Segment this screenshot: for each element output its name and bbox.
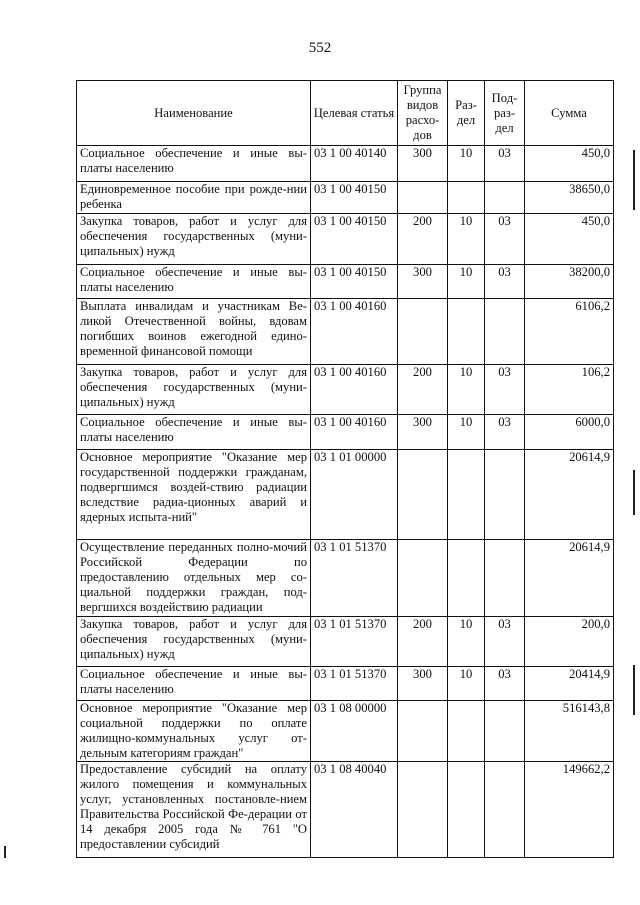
row-subsection: 03 — [485, 265, 525, 299]
row-name: Осуществление переданных полно-мочий Российской Федерации по предоставлению отдельных мер со-циальной поддержки граждан, под-вергшихся воздействию радиации — [77, 540, 311, 617]
header-expense-group: Группа видов расхо- дов — [398, 81, 448, 146]
header-subsection: Под- раз- дел — [485, 81, 525, 146]
table-row — [77, 762, 614, 858]
row-subsection: 03 — [485, 667, 525, 701]
table-row — [77, 450, 614, 540]
page-number: 552 — [308, 40, 332, 56]
row-expense-group: 200 — [398, 617, 448, 667]
table-header-row — [77, 81, 614, 146]
row-target-article: 03 1 00 40160 — [311, 299, 398, 365]
row-subsection: 03 — [485, 365, 525, 415]
row-name: Социальное обеспечение и иные вы-платы населению — [77, 265, 311, 299]
row-name: Основное мероприятие "Оказание мер социальной поддержки по оплате жилищно-коммунальных услуг от-дельным категориям граждан" — [77, 701, 311, 762]
row-target-article: 03 1 08 40040 — [311, 762, 398, 858]
table-row — [77, 146, 614, 182]
row-subsection: 03 — [485, 214, 525, 265]
table-row — [77, 415, 614, 450]
row-expense-group: 300 — [398, 415, 448, 450]
table-row — [77, 701, 614, 762]
row-expense-group — [398, 762, 448, 858]
row-amount: 6000,0 — [525, 415, 614, 450]
row-section: 10 — [448, 365, 485, 415]
row-subsection: 03 — [485, 146, 525, 182]
row-section — [448, 762, 485, 858]
row-expense-group — [398, 701, 448, 762]
table-row — [77, 299, 614, 365]
row-amount: 20414,9 — [525, 667, 614, 701]
row-amount: 450,0 — [525, 214, 614, 265]
row-section — [448, 182, 485, 214]
table-row — [77, 365, 614, 415]
row-target-article: 03 1 00 40150 — [311, 214, 398, 265]
row-expense-group — [398, 182, 448, 214]
row-section: 10 — [448, 667, 485, 701]
row-name: Закупка товаров, работ и услуг для обеспечения государственных (муни-ципальных) нужд — [77, 617, 311, 667]
row-target-article: 03 1 01 00000 — [311, 450, 398, 540]
row-expense-group — [398, 540, 448, 617]
row-target-article: 03 1 08 00000 — [311, 701, 398, 762]
row-name: Социальное обеспечение и иные вы-платы населению — [77, 415, 311, 450]
row-target-article: 03 1 00 40160 — [311, 365, 398, 415]
header-amount: Сумма — [525, 81, 614, 146]
row-target-article: 03 1 01 51370 — [311, 617, 398, 667]
row-section: 10 — [448, 617, 485, 667]
row-target-article: 03 1 00 40150 — [311, 182, 398, 214]
row-expense-group — [398, 299, 448, 365]
row-expense-group: 300 — [398, 667, 448, 701]
row-name: Социальное обеспечение и иные вы-платы населению — [77, 146, 311, 182]
row-amount: 20614,9 — [525, 450, 614, 540]
row-name: Выплата инвалидам и участникам Ве-ликой Отечественной войны, вдовам погибших воинов ежегодной едино-временной финансовой помощи — [77, 299, 311, 365]
row-amount: 200,0 — [525, 617, 614, 667]
scan-artifact-left-bottom — [4, 846, 6, 858]
row-expense-group: 300 — [398, 265, 448, 299]
table-row — [77, 265, 614, 299]
scan-artifact-right-lower — [633, 665, 635, 715]
row-section: 10 — [448, 415, 485, 450]
row-section: 10 — [448, 214, 485, 265]
row-section — [448, 701, 485, 762]
header-name: Наименование — [77, 81, 311, 146]
row-subsection — [485, 182, 525, 214]
row-target-article: 03 1 00 40150 — [311, 265, 398, 299]
row-name: Закупка товаров, работ и услуг для обеспечения государственных (муни-ципальных) нужд — [77, 365, 311, 415]
row-subsection — [485, 540, 525, 617]
table-body — [77, 146, 614, 858]
row-section: 10 — [448, 265, 485, 299]
row-name: Основное мероприятие "Оказание мер государственной поддержки гражданам, подвергшимся воздей-ствию радиации вследствие радиа-ционных аварий и ядерных испыта-ний" — [77, 450, 311, 540]
row-amount: 38650,0 — [525, 182, 614, 214]
row-section — [448, 299, 485, 365]
row-expense-group — [398, 450, 448, 540]
row-expense-group: 200 — [398, 214, 448, 265]
row-subsection: 03 — [485, 415, 525, 450]
row-amount: 149662,2 — [525, 762, 614, 858]
row-target-article: 03 1 00 40140 — [311, 146, 398, 182]
scan-artifact-right-middle — [633, 470, 635, 515]
table-row — [77, 667, 614, 701]
row-target-article: 03 1 01 51370 — [311, 540, 398, 617]
row-subsection — [485, 299, 525, 365]
table-row — [77, 540, 614, 617]
row-subsection — [485, 450, 525, 540]
row-section — [448, 450, 485, 540]
row-expense-group: 200 — [398, 365, 448, 415]
table-row — [77, 182, 614, 214]
row-amount: 20614,9 — [525, 540, 614, 617]
header-section: Раз- дел — [448, 81, 485, 146]
row-section — [448, 540, 485, 617]
row-amount: 38200,0 — [525, 265, 614, 299]
row-subsection: 03 — [485, 617, 525, 667]
row-target-article: 03 1 01 51370 — [311, 667, 398, 701]
row-name: Социальное обеспечение и иные вы-платы населению — [77, 667, 311, 701]
row-amount: 6106,2 — [525, 299, 614, 365]
row-expense-group: 300 — [398, 146, 448, 182]
row-amount: 106,2 — [525, 365, 614, 415]
row-target-article: 03 1 00 40160 — [311, 415, 398, 450]
row-name: Предоставление субсидий на оплату жилого помещения и коммунальных услуг, установленных постановле-нием Правительства Российской Фе-дерации от 14 декабря 2005 года № 761 "О предоставлении субсидий — [77, 762, 311, 858]
table-row — [77, 617, 614, 667]
scan-artifact-right-top — [633, 150, 635, 210]
row-subsection — [485, 701, 525, 762]
header-target-article: Целевая статья — [311, 81, 398, 146]
row-amount: 516143,8 — [525, 701, 614, 762]
row-section: 10 — [448, 146, 485, 182]
row-subsection — [485, 762, 525, 858]
table-row — [77, 214, 614, 265]
row-name: Закупка товаров, работ и услуг для обеспечения государственных (муни-ципальных) нужд — [77, 214, 311, 265]
row-name: Единовременное пособие при рожде-нии ребенка — [77, 182, 311, 214]
row-amount: 450,0 — [525, 146, 614, 182]
budget-table — [76, 80, 614, 858]
